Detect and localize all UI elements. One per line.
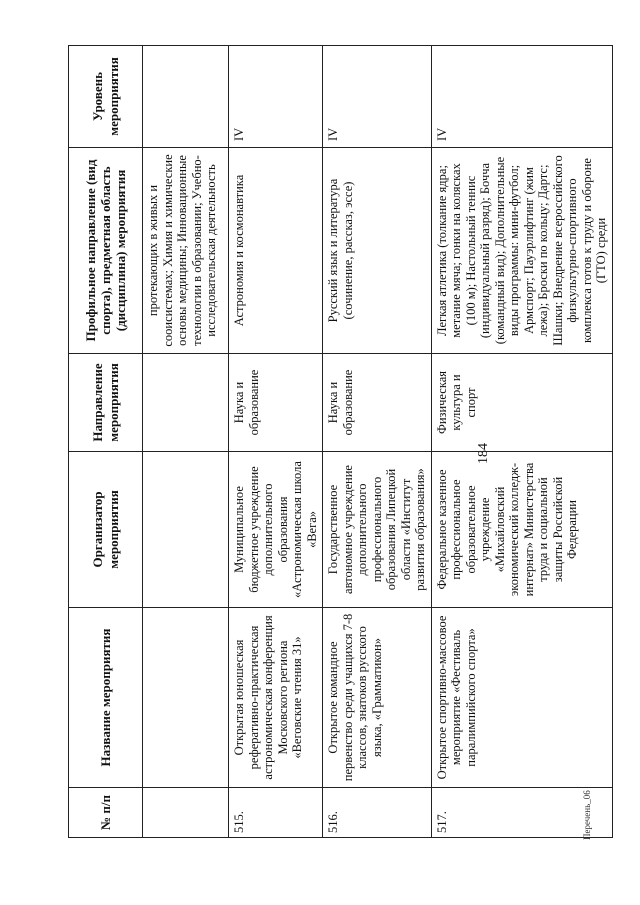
header-number: № п/п <box>69 788 143 838</box>
cell-event-name: Открытая юношеская реферативно-практическая астрономическая конференция Московского региона «Веговские чтения 31» <box>229 608 323 788</box>
cell-empty <box>143 452 229 608</box>
header-event-name: Название мероприятия <box>69 608 143 788</box>
cell-direction: Наука и образование <box>323 354 432 452</box>
cell-level: IV <box>229 46 323 148</box>
table-header-row <box>69 46 143 838</box>
cell-empty <box>143 608 229 788</box>
header-organizer: Организатор мероприятия <box>69 452 143 608</box>
cell-event-name: Открытое спортивно-массовое мероприятие «Фестиваль паралимпийского спорта» <box>431 608 612 788</box>
header-direction: Направление мероприятия <box>69 354 143 452</box>
cell-organizer: Федеральное казенное профессиональное образовательное учреждение «Михайловский экономический колледж-интернат» Министерства труда и социальной защиты Российской Федерации <box>431 452 612 608</box>
table-row <box>229 46 323 838</box>
footer-label: Перечень_06 <box>582 790 592 840</box>
cell-number: 517. <box>431 788 612 838</box>
cell-direction: Наука и образование <box>229 354 323 452</box>
cell-empty <box>143 46 229 148</box>
page-number: 184 <box>476 443 491 464</box>
table-row <box>431 46 612 838</box>
cell-direction: Физическая культура и спорт <box>431 354 612 452</box>
cell-event-name: Открытое командное первенство среди учащихся 7-8 классов, знатоков русского языка, «Грамматикон» <box>323 608 432 788</box>
header-level: Уровень мероприятия <box>69 46 143 148</box>
cell-empty <box>143 354 229 452</box>
cell-organizer: Муниципальное бюджетное учреждение дополнительного образования «Астрономическая школа «Вега» <box>229 452 323 608</box>
cell-profile: Русский язык и литература (сочинение, рассказ, эссе) <box>323 148 432 354</box>
cell-organizer: Государственное автономное учреждение дополнительного профессионального образования Липецкой области «Институт развития образования» <box>323 452 432 608</box>
events-table <box>68 45 613 838</box>
cell-level: IV <box>431 46 612 148</box>
cell-number: 515. <box>229 788 323 838</box>
table-row <box>323 46 432 838</box>
table-row-continuation <box>143 46 229 838</box>
cell-level: IV <box>323 46 432 148</box>
cell-number: 516. <box>323 788 432 838</box>
cell-profile: Астрономия и космонавтика <box>229 148 323 354</box>
cell-profile: Легкая атлетика (толкание ядра; метание мяча; гонки на колясках (100 м); Настольный теннис (индивидуальный разряд); Бочча (командный вид); Дополнительные виды программы: мини-футбол; Армспорт; Пауэрлифтинг (жим лежа); Броски по кольцу; Дартс; Шашки; Внедрение всероссийского физкультурно-спортивного комплекса готов к труду и обороне (ГТО) среди <box>431 148 612 354</box>
cell-profile: протекающих в живых и сооисистемах; Химия и химические основы медицины; Инновационные технологии в образовании; Учебно-исследовательская деятельность <box>143 148 229 354</box>
cell-empty <box>143 788 229 838</box>
header-profile: Профильное направление (вид спорта), предметная область (дисциплина) мероприятия <box>69 148 143 354</box>
